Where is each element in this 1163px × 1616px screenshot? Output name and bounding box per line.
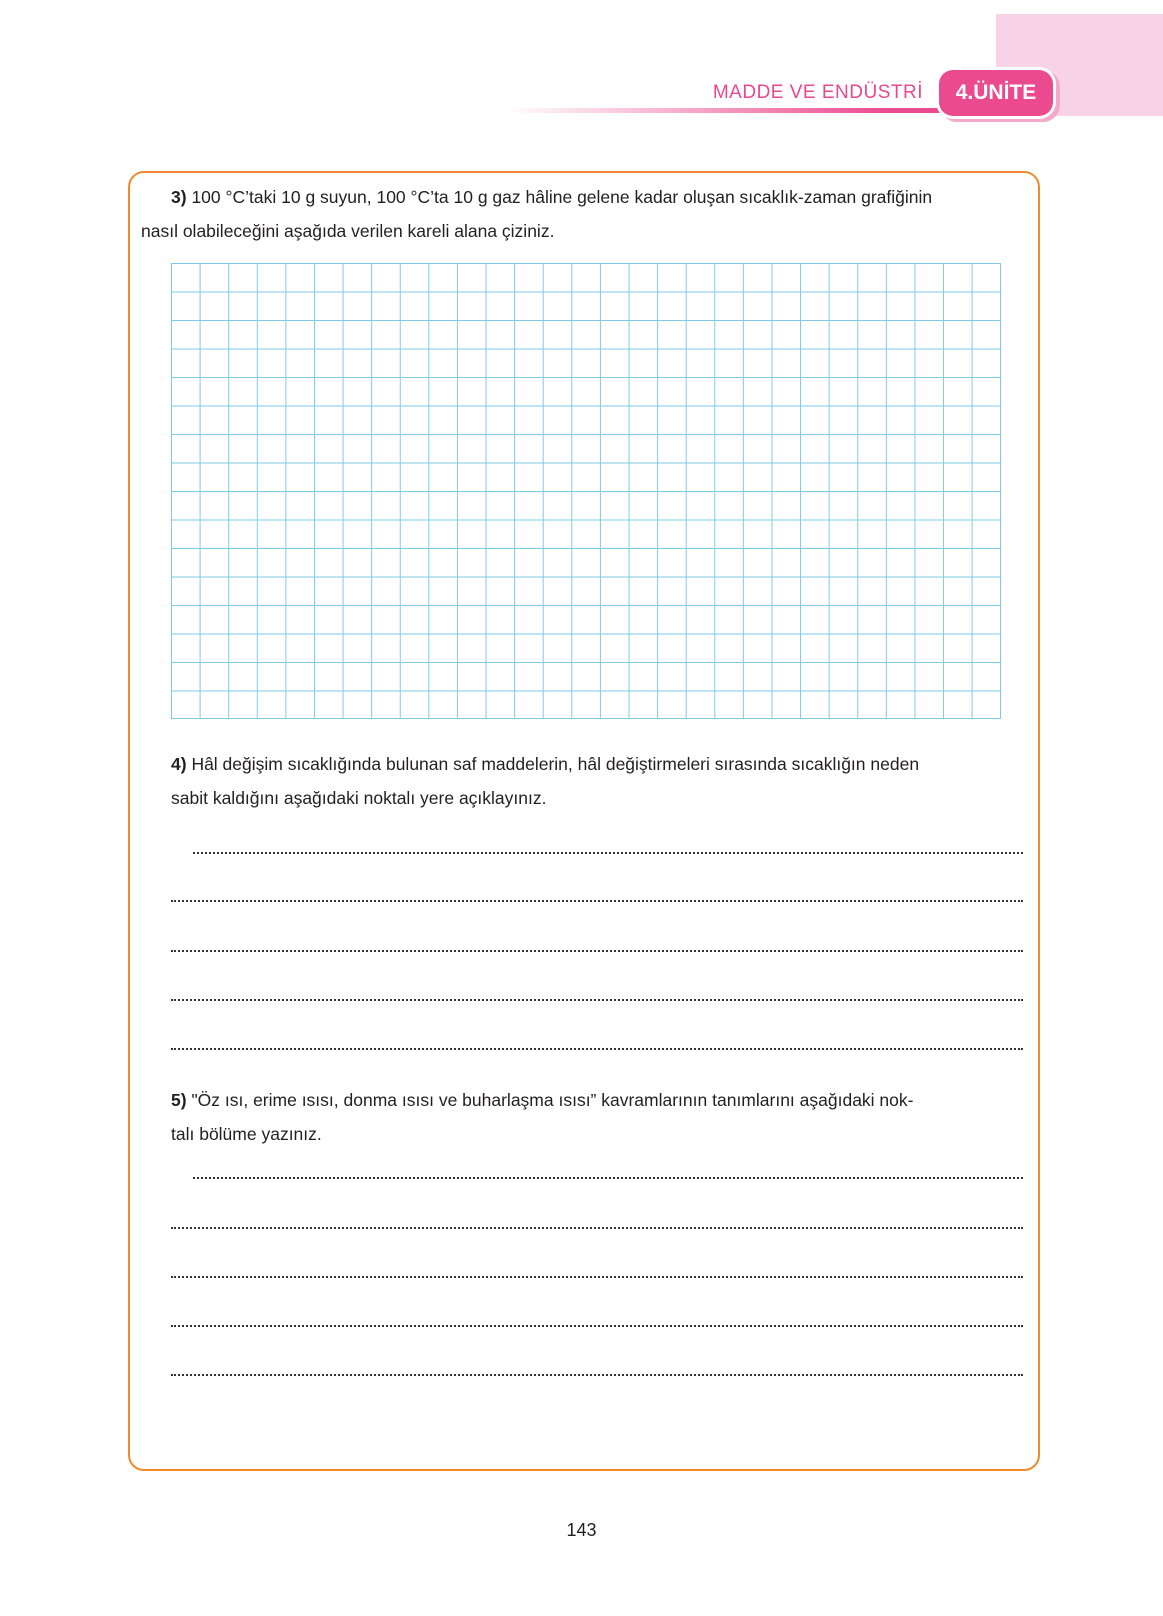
answer-line[interactable] xyxy=(171,1225,1023,1229)
answer-line[interactable] xyxy=(193,850,1023,854)
unit-badge: 4.ÜNİTE xyxy=(939,70,1053,116)
question-4-line1 xyxy=(171,747,919,781)
question-4-number: 4) xyxy=(171,754,187,774)
answer-line[interactable] xyxy=(171,1046,1023,1050)
answer-line[interactable] xyxy=(171,898,1023,902)
question-4-text: Hâl değişim sıcaklığında bulunan saf maddelerin, hâl değiştirmeleri sırasında sıcaklığın neden xyxy=(191,754,920,774)
answer-line[interactable] xyxy=(171,997,1023,1001)
page-number: 143 xyxy=(566,1520,597,1540)
question-3-number: 3) xyxy=(171,187,187,207)
question-3-text: 100 °C’taki 10 g suyun, 100 °C’ta 10 g gaz hâline gelene kadar oluşan sıcaklık-zaman grafiğinin xyxy=(191,187,933,207)
question-5-text: "Öz ısı, erime ısısı, donma ısısı ve buharlaşma ısısı” kavramlarının tanımlarını aşağıdaki nok- xyxy=(191,1090,914,1110)
question-4-line2: sabit kaldığını aşağıdaki noktalı yere açıklayınız. xyxy=(171,788,547,808)
answer-line[interactable] xyxy=(193,1175,1023,1179)
graph-grid-area[interactable] xyxy=(171,263,1001,719)
answer-line[interactable] xyxy=(171,948,1023,952)
answer-line[interactable] xyxy=(171,1274,1023,1278)
answer-line[interactable] xyxy=(171,1372,1023,1376)
question-5-line2: talı bölüme yazınız. xyxy=(171,1124,322,1144)
question-3-line2: nasıl olabileceğini aşağıda verilen kareli alana çiziniz. xyxy=(141,221,555,241)
answer-line[interactable] xyxy=(171,1323,1023,1327)
unit-title: MADDE VE ENDÜSTRİ xyxy=(712,82,923,103)
question-5-line1 xyxy=(171,1083,913,1117)
question-5-number: 5) xyxy=(171,1090,187,1110)
question-3-line1 xyxy=(171,180,932,214)
